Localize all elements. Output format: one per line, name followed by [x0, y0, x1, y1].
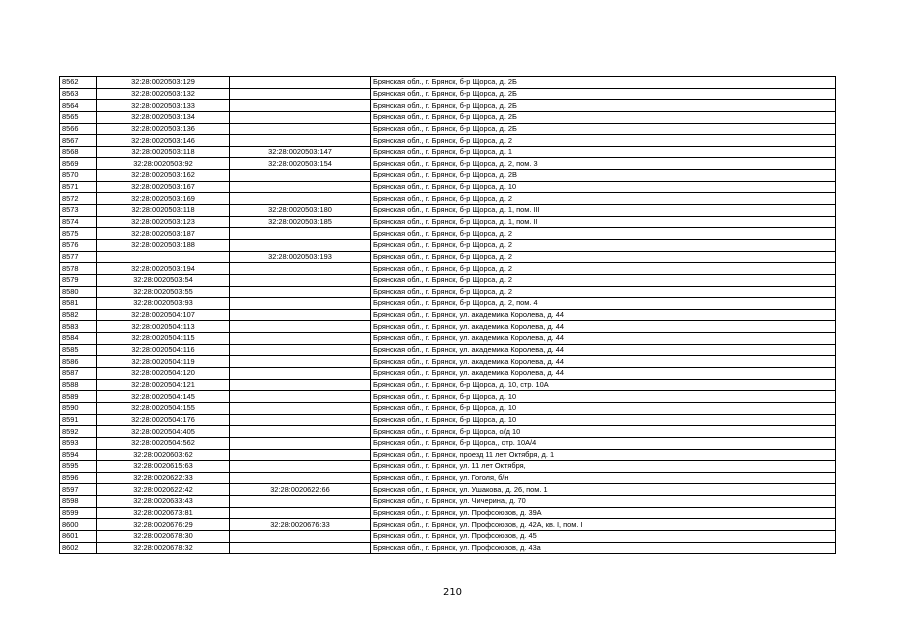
address-cell: Брянская обл., г. Брянск, б-р Щорса, д. 10, стр. 10А: [371, 379, 836, 391]
address-cell: Брянская обл., г. Брянск, б-р Щорса, д. 2: [371, 228, 836, 240]
register-table-body: [60, 77, 836, 554]
address-cell: Брянская обл., г. Брянск, ул. Ушакова, д. 26, пом. 1: [371, 484, 836, 496]
address-cell: Брянская обл., г. Брянск, б-р Щорса, д. 2: [371, 135, 836, 147]
address-cell: Брянская обл., г. Брянск, ул. академика Королева, д. 44: [371, 309, 836, 321]
row-number-cell: 8599: [60, 507, 97, 519]
address-cell: Брянская обл., г. Брянск, б-р Щорса, д. 2: [371, 274, 836, 286]
address-cell: Брянская обл., г. Брянск, б-р Щорса, о/д 10: [371, 426, 836, 438]
row-number-cell: 8588: [60, 379, 97, 391]
address-cell: Брянская обл., г. Брянск, б-р Щорса, д. 2Б: [371, 111, 836, 123]
address-cell: Брянская обл., г. Брянск, б-р Щорса, д. 2: [371, 286, 836, 298]
row-number-cell: 8566: [60, 123, 97, 135]
table-row: [60, 123, 836, 135]
related-cadastral-number-cell: [230, 263, 371, 275]
address-cell: Брянская обл., г. Брянск, б-р Щорса, д. 2: [371, 239, 836, 251]
table-row: [60, 193, 836, 205]
row-number-cell: 8593: [60, 437, 97, 449]
cadastral-number-cell: 32:28:0020673:81: [97, 507, 230, 519]
related-cadastral-number-cell: 32:28:0020503:180: [230, 205, 371, 217]
cadastral-number-cell: 32:28:0020504:562: [97, 437, 230, 449]
row-number-cell: 8596: [60, 472, 97, 484]
row-number-cell: 8579: [60, 274, 97, 286]
cadastral-number-cell: 32:28:0020503:194: [97, 263, 230, 275]
cadastral-number-cell: 32:28:0020503:118: [97, 205, 230, 217]
related-cadastral-number-cell: [230, 228, 371, 240]
cadastral-number-cell: 32:28:0020678:32: [97, 542, 230, 554]
related-cadastral-number-cell: 32:28:0020503:185: [230, 216, 371, 228]
address-cell: Брянская обл., г. Брянск, б-р Щорса, д. 2: [371, 251, 836, 263]
row-number-cell: 8563: [60, 88, 97, 100]
address-cell: Брянская обл., г. Брянск, ул. 11 лет Октября,: [371, 461, 836, 473]
cadastral-number-cell: 32:28:0020503:118: [97, 146, 230, 158]
row-number-cell: 8584: [60, 333, 97, 345]
cadastral-number-cell: 32:28:0020503:132: [97, 88, 230, 100]
row-number-cell: 8602: [60, 542, 97, 554]
table-row: [60, 391, 836, 403]
address-cell: Брянская обл., г. Брянск, б-р Щорса, д. 2Б: [371, 77, 836, 89]
row-number-cell: 8568: [60, 146, 97, 158]
row-number-cell: 8572: [60, 193, 97, 205]
table-row: [60, 135, 836, 147]
row-number-cell: 8597: [60, 484, 97, 496]
row-number-cell: 8591: [60, 414, 97, 426]
related-cadastral-number-cell: [230, 123, 371, 135]
related-cadastral-number-cell: [230, 530, 371, 542]
row-number-cell: 8562: [60, 77, 97, 89]
related-cadastral-number-cell: [230, 542, 371, 554]
address-cell: Брянская обл., г. Брянск, б-р Щорса, д. 10: [371, 414, 836, 426]
address-cell: Брянская обл., г. Брянск, ул. академика Королева, д. 44: [371, 333, 836, 345]
related-cadastral-number-cell: [230, 100, 371, 112]
cadastral-number-cell: 32:28:0020503:93: [97, 298, 230, 310]
table-row: [60, 170, 836, 182]
row-number-cell: 8601: [60, 530, 97, 542]
address-cell: Брянская обл., г. Брянск, б-р Щорса, д. 2: [371, 193, 836, 205]
address-cell: Брянская обл., г. Брянск, б-р Щорса, д. 10: [371, 402, 836, 414]
table-row: [60, 321, 836, 333]
address-cell: Брянская обл., г. Брянск, ул. академика Королева, д. 44: [371, 344, 836, 356]
row-number-cell: 8598: [60, 496, 97, 508]
cadastral-number-cell: 32:28:0020504:176: [97, 414, 230, 426]
related-cadastral-number-cell: [230, 507, 371, 519]
table-row: [60, 274, 836, 286]
cadastral-number-cell: 32:28:0020615:63: [97, 461, 230, 473]
cadastral-number-cell: 32:28:0020504:405: [97, 426, 230, 438]
table-row: [60, 251, 836, 263]
cadastral-number-cell: 32:28:0020503:55: [97, 286, 230, 298]
address-cell: Брянская обл., г. Брянск, ул. Чичерина, д. 70: [371, 496, 836, 508]
address-cell: Брянская обл., г. Брянск, б-р Щорса, д. 2, пом. 4: [371, 298, 836, 310]
related-cadastral-number-cell: 32:28:0020503:147: [230, 146, 371, 158]
related-cadastral-number-cell: [230, 286, 371, 298]
table-row: [60, 472, 836, 484]
related-cadastral-number-cell: [230, 368, 371, 380]
row-number-cell: 8574: [60, 216, 97, 228]
row-number-cell: 8575: [60, 228, 97, 240]
row-number-cell: 8585: [60, 344, 97, 356]
table-row: [60, 519, 836, 531]
row-number-cell: 8600: [60, 519, 97, 531]
address-cell: Брянская обл., г. Брянск, б-р Щорса, д. 1, пом. III: [371, 205, 836, 217]
address-cell: Брянская обл., г. Брянск, ул. Профсоюзов, д. 45: [371, 530, 836, 542]
row-number-cell: 8583: [60, 321, 97, 333]
table-row: [60, 379, 836, 391]
related-cadastral-number-cell: [230, 391, 371, 403]
cadastral-number-cell: 32:28:0020504:113: [97, 321, 230, 333]
address-cell: Брянская обл., г. Брянск, б-р Щорса, д. 2, пом. 3: [371, 158, 836, 170]
page-number: 210: [442, 587, 463, 598]
cadastral-number-cell: 32:28:0020503:54: [97, 274, 230, 286]
address-cell: Брянская обл., г. Брянск, б-р Щорса,, стр. 10А/4: [371, 437, 836, 449]
row-number-cell: 8565: [60, 111, 97, 123]
table-row: [60, 205, 836, 217]
related-cadastral-number-cell: [230, 181, 371, 193]
table-row: [60, 298, 836, 310]
related-cadastral-number-cell: [230, 111, 371, 123]
cadastral-number-cell: 32:28:0020504:107: [97, 309, 230, 321]
related-cadastral-number-cell: [230, 88, 371, 100]
table-row: [60, 100, 836, 112]
row-number-cell: 8592: [60, 426, 97, 438]
cadastral-number-cell: 32:28:0020503:92: [97, 158, 230, 170]
related-cadastral-number-cell: [230, 472, 371, 484]
related-cadastral-number-cell: [230, 344, 371, 356]
row-number-cell: 8589: [60, 391, 97, 403]
cadastral-number-cell: 32:28:0020622:42: [97, 484, 230, 496]
table-row: [60, 542, 836, 554]
row-number-cell: 8595: [60, 461, 97, 473]
address-cell: Брянская обл., г. Брянск, б-р Щорса, д. 2Б: [371, 88, 836, 100]
address-cell: Брянская обл., г. Брянск, б-р Щорса, д. 2В: [371, 170, 836, 182]
cadastral-number-cell: 32:28:0020603:62: [97, 449, 230, 461]
table-row: [60, 88, 836, 100]
row-number-cell: 8594: [60, 449, 97, 461]
related-cadastral-number-cell: [230, 333, 371, 345]
cadastral-number-cell: 32:28:0020504:120: [97, 368, 230, 380]
row-number-cell: 8570: [60, 170, 97, 182]
related-cadastral-number-cell: [230, 461, 371, 473]
address-cell: Брянская обл., г. Брянск, б-р Щорса, д. 10: [371, 181, 836, 193]
related-cadastral-number-cell: [230, 193, 371, 205]
row-number-cell: 8581: [60, 298, 97, 310]
table-row: [60, 507, 836, 519]
cadastral-number-cell: [97, 251, 230, 263]
cadastral-number-cell: 32:28:0020503:134: [97, 111, 230, 123]
address-cell: Брянская обл., г. Брянск, б-р Щорса, д. 2: [371, 263, 836, 275]
cadastral-number-cell: 32:28:0020503:136: [97, 123, 230, 135]
related-cadastral-number-cell: [230, 437, 371, 449]
cadastral-number-cell: 32:28:0020503:167: [97, 181, 230, 193]
related-cadastral-number-cell: [230, 309, 371, 321]
cadastral-number-cell: 32:28:0020503:187: [97, 228, 230, 240]
table-row: [60, 286, 836, 298]
table-row: [60, 437, 836, 449]
table-row: [60, 496, 836, 508]
related-cadastral-number-cell: 32:28:0020503:193: [230, 251, 371, 263]
row-number-cell: 8564: [60, 100, 97, 112]
table-row: [60, 111, 836, 123]
cadastral-number-cell: 32:28:0020503:123: [97, 216, 230, 228]
property-register-table: [59, 76, 836, 554]
related-cadastral-number-cell: [230, 298, 371, 310]
row-number-cell: 8573: [60, 205, 97, 217]
cadastral-number-cell: 32:28:0020504:145: [97, 391, 230, 403]
address-cell: Брянская обл., г. Брянск, ул. Профсоюзов, д. 43а: [371, 542, 836, 554]
cadastral-number-cell: 32:28:0020504:116: [97, 344, 230, 356]
table-row: [60, 414, 836, 426]
address-cell: Брянская обл., г. Брянск, проезд 11 лет Октября, д. 1: [371, 449, 836, 461]
cadastral-number-cell: 32:28:0020503:169: [97, 193, 230, 205]
address-cell: Брянская обл., г. Брянск, ул. Профсоюзов, д. 42А, кв. I, пом. I: [371, 519, 836, 531]
table-row: [60, 181, 836, 193]
table-row: [60, 344, 836, 356]
cadastral-number-cell: 32:28:0020676:29: [97, 519, 230, 531]
table-row: [60, 356, 836, 368]
cadastral-number-cell: 32:28:0020503:133: [97, 100, 230, 112]
table-row: [60, 426, 836, 438]
address-cell: Брянская обл., г. Брянск, ул. Профсоюзов, д. 39А: [371, 507, 836, 519]
related-cadastral-number-cell: [230, 379, 371, 391]
cadastral-number-cell: 32:28:0020503:146: [97, 135, 230, 147]
table-row: [60, 368, 836, 380]
table-row: [60, 158, 836, 170]
cadastral-number-cell: 32:28:0020633:43: [97, 496, 230, 508]
table-row: [60, 402, 836, 414]
table-row: [60, 333, 836, 345]
related-cadastral-number-cell: [230, 135, 371, 147]
cadastral-number-cell: 32:28:0020504:115: [97, 333, 230, 345]
related-cadastral-number-cell: [230, 239, 371, 251]
cadastral-number-cell: 32:28:0020622:33: [97, 472, 230, 484]
related-cadastral-number-cell: [230, 449, 371, 461]
row-number-cell: 8582: [60, 309, 97, 321]
table-row: [60, 484, 836, 496]
row-number-cell: 8578: [60, 263, 97, 275]
related-cadastral-number-cell: [230, 321, 371, 333]
table-row: [60, 228, 836, 240]
address-cell: Брянская обл., г. Брянск, ул. академика Королева, д. 44: [371, 368, 836, 380]
cadastral-number-cell: 32:28:0020503:188: [97, 239, 230, 251]
row-number-cell: 8567: [60, 135, 97, 147]
related-cadastral-number-cell: 32:28:0020676:33: [230, 519, 371, 531]
address-cell: Брянская обл., г. Брянск, б-р Щорса, д. 10: [371, 391, 836, 403]
row-number-cell: 8587: [60, 368, 97, 380]
row-number-cell: 8586: [60, 356, 97, 368]
address-cell: Брянская обл., г. Брянск, б-р Щорса, д. 1: [371, 146, 836, 158]
cadastral-number-cell: 32:28:0020678:30: [97, 530, 230, 542]
related-cadastral-number-cell: [230, 414, 371, 426]
cadastral-number-cell: 32:28:0020503:129: [97, 77, 230, 89]
row-number-cell: 8576: [60, 239, 97, 251]
related-cadastral-number-cell: [230, 426, 371, 438]
table-row: [60, 216, 836, 228]
address-cell: Брянская обл., г. Брянск, б-р Щорса, д. 2Б: [371, 123, 836, 135]
address-cell: Брянская обл., г. Брянск, ул. академика Королева, д. 44: [371, 321, 836, 333]
related-cadastral-number-cell: [230, 496, 371, 508]
row-number-cell: 8569: [60, 158, 97, 170]
cadastral-number-cell: 32:28:0020504:119: [97, 356, 230, 368]
table-row: [60, 239, 836, 251]
related-cadastral-number-cell: 32:28:0020622:66: [230, 484, 371, 496]
row-number-cell: 8571: [60, 181, 97, 193]
cadastral-number-cell: 32:28:0020504:121: [97, 379, 230, 391]
related-cadastral-number-cell: [230, 356, 371, 368]
address-cell: Брянская обл., г. Брянск, б-р Щорса, д. 2Б: [371, 100, 836, 112]
cadastral-number-cell: 32:28:0020503:162: [97, 170, 230, 182]
related-cadastral-number-cell: [230, 77, 371, 89]
related-cadastral-number-cell: [230, 402, 371, 414]
row-number-cell: 8580: [60, 286, 97, 298]
table-row: [60, 309, 836, 321]
address-cell: Брянская обл., г. Брянск, ул. Гоголя, б/н: [371, 472, 836, 484]
row-number-cell: 8590: [60, 402, 97, 414]
address-cell: Брянская обл., г. Брянск, ул. академика Королева, д. 44: [371, 356, 836, 368]
address-cell: Брянская обл., г. Брянск, б-р Щорса, д. 1, пом. II: [371, 216, 836, 228]
related-cadastral-number-cell: [230, 170, 371, 182]
table-row: [60, 449, 836, 461]
row-number-cell: 8577: [60, 251, 97, 263]
cadastral-number-cell: 32:28:0020504:155: [97, 402, 230, 414]
table-row: [60, 77, 836, 89]
table-row: [60, 461, 836, 473]
related-cadastral-number-cell: 32:28:0020503:154: [230, 158, 371, 170]
related-cadastral-number-cell: [230, 274, 371, 286]
table-row: [60, 530, 836, 542]
table-row: [60, 146, 836, 158]
table-row: [60, 263, 836, 275]
